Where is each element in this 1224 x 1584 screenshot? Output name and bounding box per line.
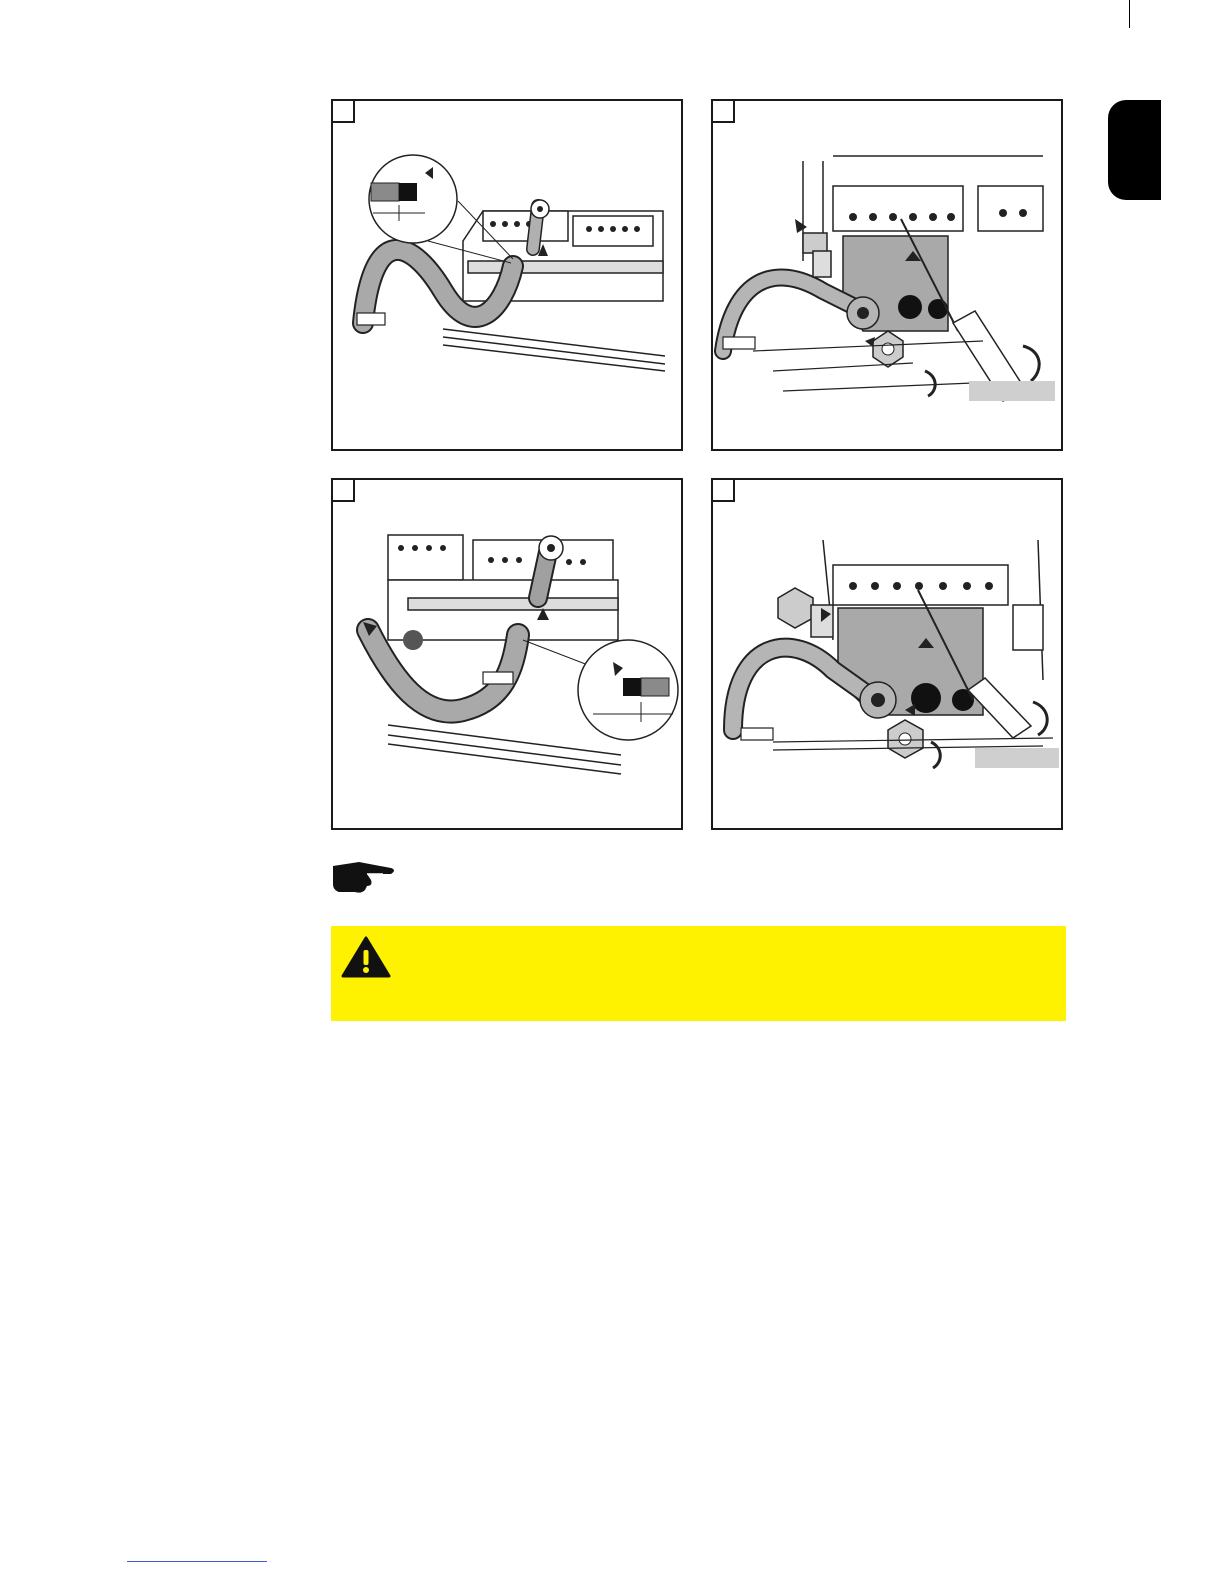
cable-mounting-illustration: [713, 101, 1063, 451]
figure-panel-4: [711, 478, 1063, 830]
pointing-hand-icon: [331, 856, 397, 896]
cable-strip-illustration: [333, 480, 683, 830]
cable-mounting-illustration: [713, 480, 1063, 830]
caution-box: [331, 926, 1066, 1021]
chapter-edge-tab: [1108, 100, 1161, 200]
figure-panel-2: [711, 99, 1063, 451]
page-corner-mark: [1129, 0, 1130, 28]
warning-triangle-icon: [341, 936, 391, 978]
footer-link-underline[interactable]: [127, 1561, 267, 1562]
figure-panel-1: [331, 99, 683, 451]
cable-strip-illustration: [333, 101, 683, 451]
figure-panel-3: [331, 478, 683, 830]
